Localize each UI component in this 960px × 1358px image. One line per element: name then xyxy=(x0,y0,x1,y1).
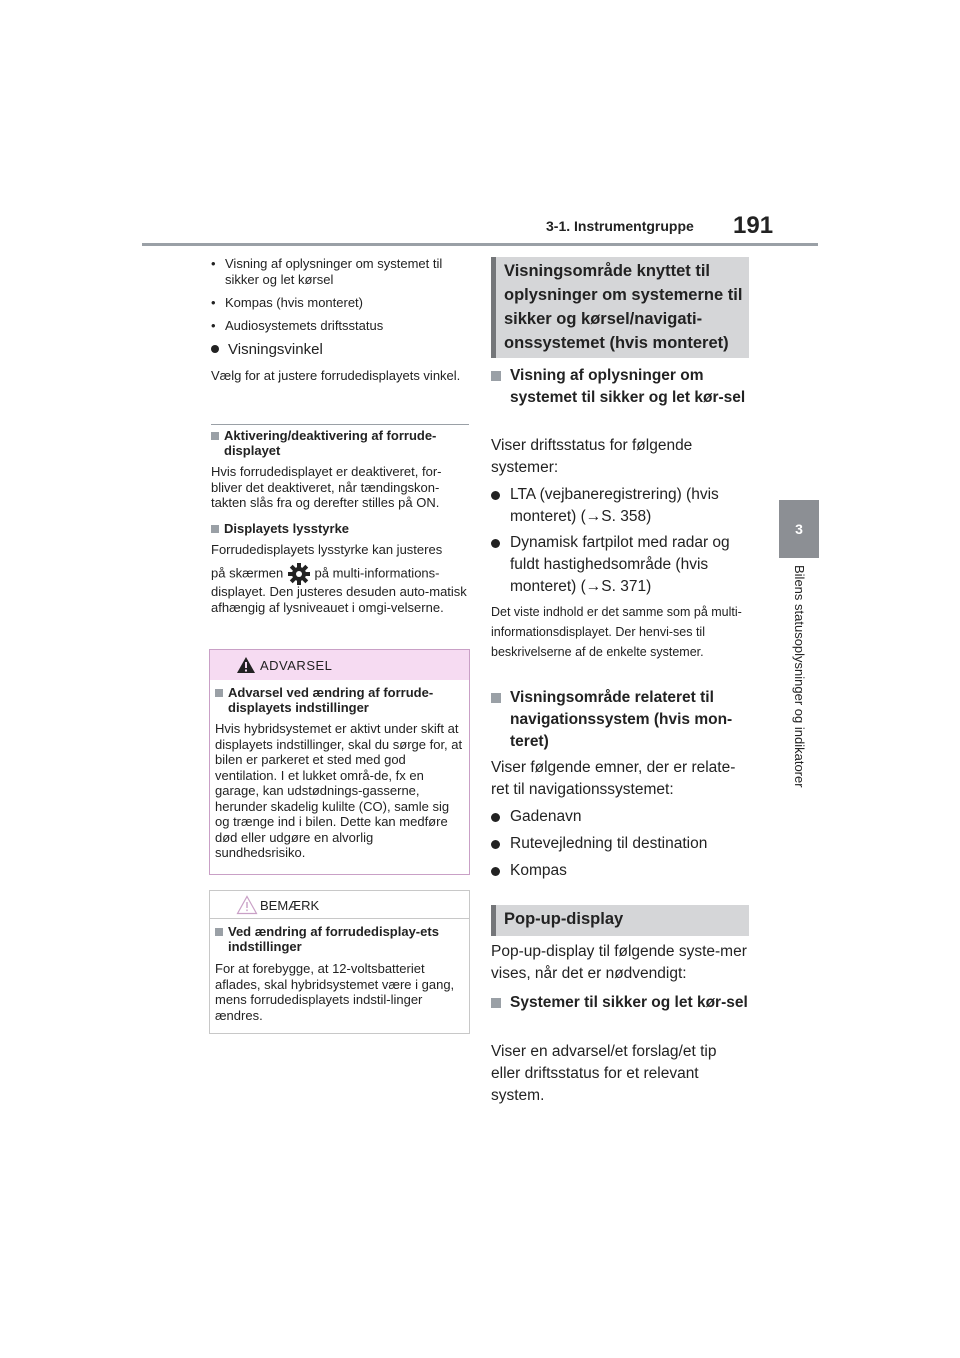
square-marker xyxy=(491,693,501,703)
sub2-bullet-1-text: Gadenavn xyxy=(510,808,582,825)
square-marker xyxy=(215,928,223,936)
sub-bullet-1 xyxy=(211,256,469,288)
sub3-heading xyxy=(491,992,749,1014)
note-title: BEMÆRK xyxy=(260,898,320,913)
sub3-text: Viser en advarsel/et forslag/et tip eller driftsstatus for et relevant system. xyxy=(491,1043,717,1104)
warning-header xyxy=(210,650,469,680)
settings-gear-icon xyxy=(287,565,315,580)
brightness-text-2 xyxy=(211,562,471,586)
chapter-title: Bilens statusoplysninger og indikatorer xyxy=(792,565,807,788)
sub1-intro: Viser driftsstatus for følgende systemer: xyxy=(491,437,693,476)
brightness-text-2b: på multi-informations- xyxy=(314,565,440,581)
section-header-display-area xyxy=(491,257,749,358)
viewing-angle-label: Visningsvinkel xyxy=(228,341,323,358)
bullet-dot xyxy=(211,345,219,353)
sub2-bullet-3 xyxy=(491,860,749,882)
sub2-heading-text: Visningsområde relateret til navigationssystem (hvis mon-teret) xyxy=(510,689,733,750)
sub-bullet-2 xyxy=(211,295,469,311)
viewing-angle-heading xyxy=(211,341,469,358)
sub2-bullet-2-text: Rutevejledning til destination xyxy=(510,835,708,852)
warning-triangle-icon xyxy=(236,656,256,674)
bullet-dot xyxy=(491,491,500,500)
section-label: 3-1. Instrumentgruppe xyxy=(546,218,694,234)
warning-box xyxy=(209,649,470,875)
viewing-angle-text: Vælg for at justere forrudedisplayets vinkel. xyxy=(211,368,461,383)
brightness-text-3: displayet. Den justeres desuden auto-matisk afhængig af lysniveauet i omgi-velserne. xyxy=(211,584,467,615)
section2-intro: Pop-up-display til følgende syste-mer vises, når det er nødvendigt: xyxy=(491,943,747,982)
note-header xyxy=(210,891,469,919)
activation-heading xyxy=(211,428,469,458)
sub1-bullet-2 xyxy=(491,532,749,598)
bullet-dot xyxy=(491,840,500,849)
activation-heading-text: Aktivering/deaktivering af forrude-displayet xyxy=(224,428,437,458)
sub2-bullet-1 xyxy=(491,806,749,828)
sub-bullet-3-text: Audiosystemets driftsstatus xyxy=(225,318,384,333)
section-header-display-area-text: Visningsområde knyttet til oplysninger om systemerne til sikker og kørsel/navigati-onssystemet (hvis monteret) xyxy=(504,262,743,352)
chapter-tab: 3 xyxy=(779,500,819,558)
brightness-text-1: Forrudedisplayets lysstyrke kan justeres xyxy=(211,542,443,557)
warning-heading xyxy=(215,685,463,715)
sub1-bullet-1 xyxy=(491,484,749,528)
square-marker xyxy=(491,371,501,381)
note-text: For at forebygge, at 12-voltsbatteriet aflades, skal hybridsystemet være i gang, mens forrudedisplayets indstil-linger ændres. xyxy=(215,961,455,1023)
square-marker xyxy=(215,689,223,697)
section-header-popup-text: Pop-up-display xyxy=(504,910,624,928)
warning-heading-text: Advarsel ved ændring af forrude-displayets indstillinger xyxy=(228,685,434,715)
bullet-dot xyxy=(491,539,500,548)
sub2-heading xyxy=(491,687,749,753)
bullet-dot xyxy=(491,867,500,876)
section-header-popup xyxy=(491,905,749,936)
sub1-heading xyxy=(491,365,749,409)
sub-bullet-2-text: Kompas (hvis monteret) xyxy=(225,295,363,310)
sub1-heading-text: Visning af oplysninger om systemet til sikker og let kør-sel xyxy=(510,367,746,406)
bullet-marker: • xyxy=(211,295,216,310)
warning-text: Hvis hybridsystemet er aktivt under skift at displayets indstillinger, skal du sørge for, at bilen er parkeret et sted med god ventilation. I et lukket områ-de, fx en garage, kan udstødnings-gasserne, herunder skadelig kulilte (CO), samle sig og trænge ind i bilen. Dette kan medføre død eller udgøre en alvorlig sundhedsrisiko. xyxy=(215,721,463,860)
brightness-heading xyxy=(211,521,469,536)
brightness-heading-text: Displayets lysstyrke xyxy=(224,521,350,536)
square-marker xyxy=(211,525,219,533)
bullet-dot xyxy=(491,813,500,822)
chapter-title-vertical xyxy=(780,565,820,835)
bullet-marker: • xyxy=(211,318,216,333)
note-box xyxy=(209,890,470,1034)
sub2-intro: Viser følgende emner, der er relate-ret til navigationssystemet: xyxy=(491,759,736,798)
square-marker xyxy=(491,998,501,1008)
bullet-marker: • xyxy=(211,256,216,271)
header-rule xyxy=(142,243,818,246)
sub-bullet-1-text: Visning af oplysninger om systemet til sikker og let kørsel xyxy=(225,256,443,287)
sub2-bullet-3-text: Kompas xyxy=(510,862,567,879)
activation-text: Hvis forrudedisplayet er deaktiveret, for-bliver det deaktiveret, når tændingskon-takten slås fra og derefter stilles på ON. xyxy=(211,464,442,510)
note-heading xyxy=(215,924,463,954)
sub1-bullet-1-text: LTA (vejbaneregistrering) (hvis monteret) (→S. 358) xyxy=(510,486,719,525)
sub2-bullet-2 xyxy=(491,833,749,855)
square-marker xyxy=(211,432,219,440)
note-heading-text: Ved ændring af forrudedisplay-ets indstillinger xyxy=(228,924,439,954)
brightness-text-2a: på skærmen xyxy=(211,565,284,581)
warning-title: ADVARSEL xyxy=(260,658,333,673)
sub1-note: Det viste indhold er det samme som på multi-informationsdisplayet. Der henvi-ses til beskrivelserne af de enkelte systemer. xyxy=(491,605,742,659)
sub1-bullet-2-text: Dynamisk fartpilot med radar og fuldt hastighedsområde (hvis monteret) (→S. 371) xyxy=(510,534,730,595)
section-divider xyxy=(211,424,469,425)
page-number: 191 xyxy=(733,212,774,239)
sub-bullet-3 xyxy=(211,318,469,334)
sub3-heading-text: Systemer til sikker og let kør-sel xyxy=(510,994,748,1011)
caution-triangle-icon xyxy=(236,895,258,915)
